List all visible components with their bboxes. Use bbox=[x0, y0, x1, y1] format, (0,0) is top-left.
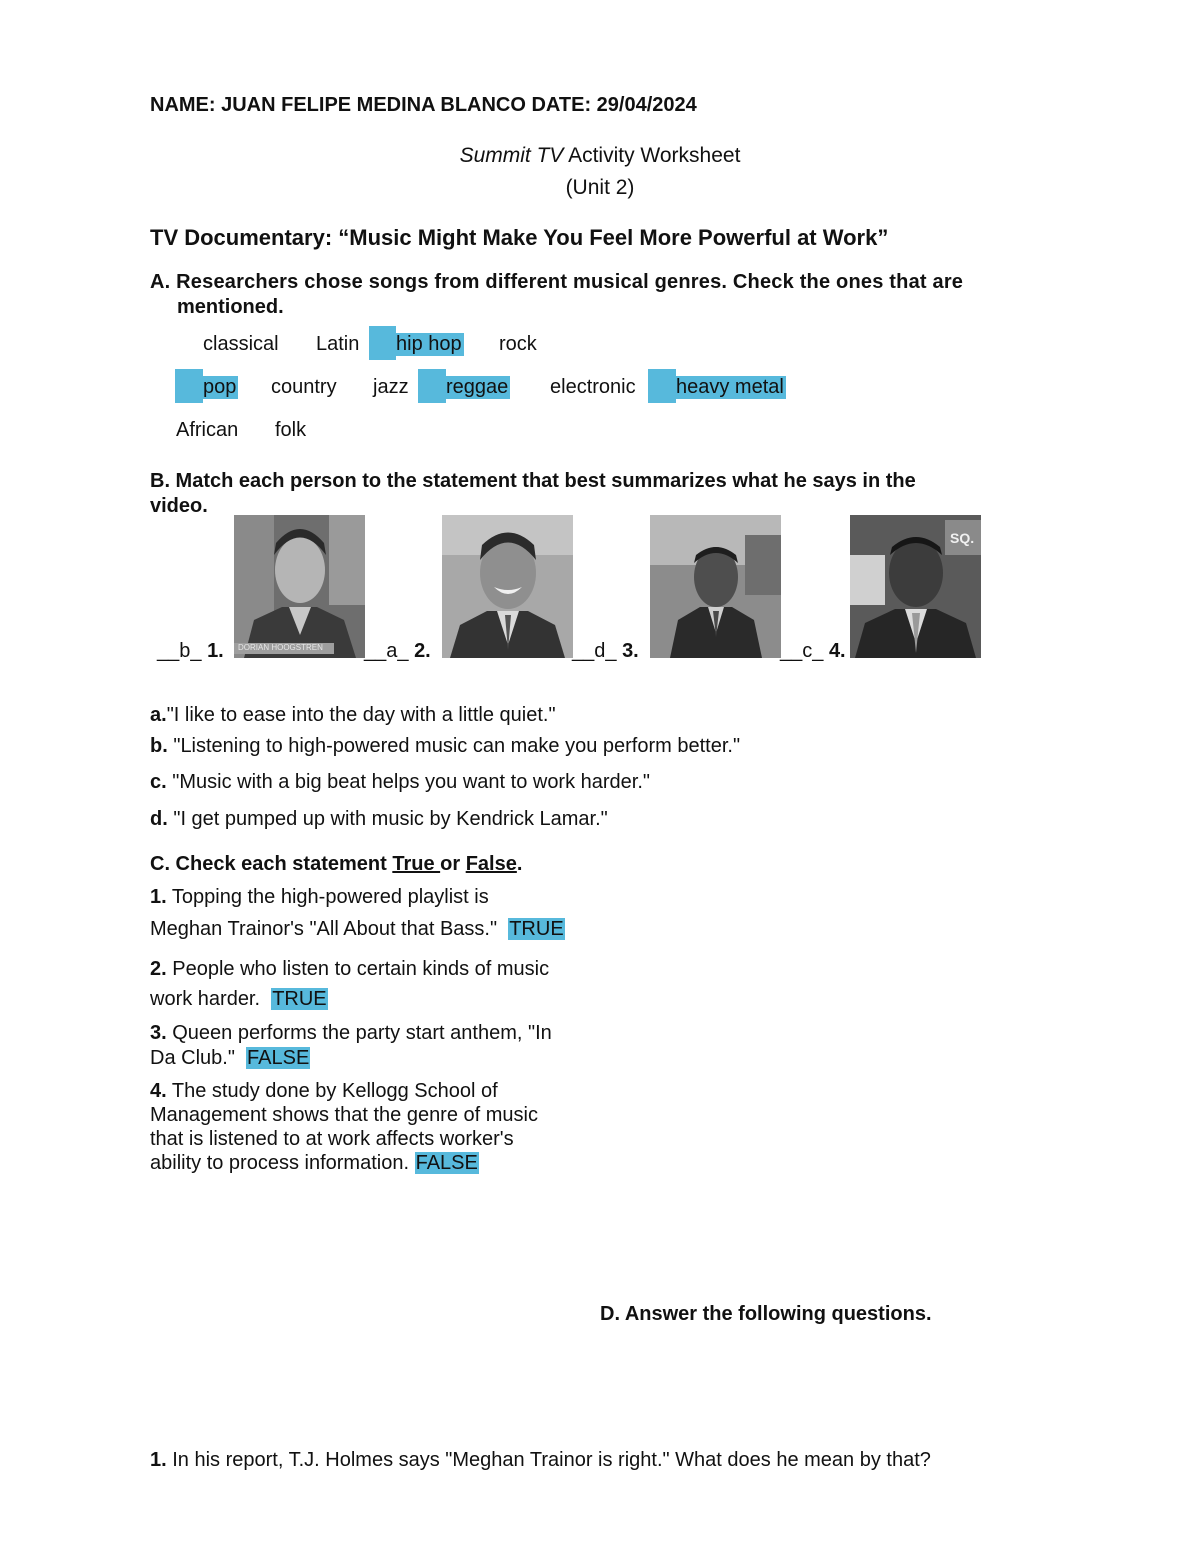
checkbox-heavy-metal[interactable] bbox=[648, 369, 676, 403]
c-item-2-text-2: work harder. bbox=[150, 988, 261, 1010]
worksheet-title bbox=[0, 144, 1200, 168]
statement-a bbox=[150, 704, 556, 727]
c-item-4-answer[interactable]: FALSE bbox=[415, 1152, 478, 1174]
c-item-1-line-2 bbox=[150, 918, 565, 941]
statement-b-letter: b. bbox=[150, 735, 168, 757]
answer-3: __d_ bbox=[572, 640, 617, 662]
c-item-4-line-1 bbox=[150, 1080, 498, 1103]
c-item-3-text-2: Da Club." bbox=[150, 1047, 235, 1069]
genre-african[interactable]: African bbox=[176, 419, 239, 441]
title-rest: Activity Worksheet bbox=[563, 144, 741, 167]
genre-latin[interactable]: Latin bbox=[316, 333, 360, 355]
section-c-or: or bbox=[440, 853, 466, 875]
genre-jazz[interactable]: jazz bbox=[373, 376, 409, 398]
person-4-number: 4. bbox=[828, 640, 846, 662]
person-3-photo bbox=[650, 515, 781, 658]
title-italic: Summit TV bbox=[459, 144, 564, 167]
genre-rock[interactable]: rock bbox=[499, 333, 537, 355]
c-item-3-line-1 bbox=[150, 1022, 552, 1045]
statement-b-text: "Listening to high-powered music can make you perform better." bbox=[167, 735, 741, 757]
genre-pop[interactable]: pop bbox=[203, 376, 237, 398]
c-item-3-line-2 bbox=[150, 1047, 310, 1070]
statement-d-text: "I get pumped up with music by Kendrick Lamar." bbox=[167, 808, 608, 830]
genre-hip-hop[interactable]: hip hop bbox=[396, 333, 462, 355]
answer-2: __a_ bbox=[364, 640, 409, 662]
c-item-1-text-1: Topping the high-powered playlist is bbox=[166, 886, 489, 908]
statement-a-text: "I like to ease into the day with a little quiet." bbox=[166, 704, 556, 726]
c-item-2-text-1: People who listen to certain kinds of music bbox=[166, 958, 550, 980]
c-item-3-number: 3. bbox=[150, 1022, 167, 1044]
checkbox-reggae[interactable] bbox=[418, 369, 446, 403]
person-1-caption: DORIAN HOOGSTREN bbox=[238, 643, 323, 652]
section-b-heading-2: video. bbox=[150, 495, 208, 517]
c-item-1-number: 1. bbox=[150, 886, 167, 908]
d-question-1-number: 1. bbox=[150, 1449, 167, 1471]
c-item-1-text-2: Meghan Trainor's "All About that Bass." bbox=[150, 918, 498, 940]
statement-b bbox=[150, 735, 740, 758]
d-question-1-text: In his report, T.J. Holmes says "Meghan Trainor is right." What does he mean by that? bbox=[166, 1449, 931, 1471]
section-c-true: True bbox=[392, 853, 441, 875]
person-1-number: 1. bbox=[207, 640, 224, 662]
person-2-number: 2. bbox=[414, 640, 431, 662]
documentary-title: TV Documentary: “Music Might Make You Feel More Powerful at Work” bbox=[150, 225, 889, 250]
c-item-2-line-1 bbox=[150, 958, 549, 981]
statement-c bbox=[150, 771, 650, 794]
statement-d bbox=[150, 808, 608, 831]
person-2-photo bbox=[442, 515, 573, 658]
genre-folk[interactable]: folk bbox=[275, 419, 307, 441]
c-item-2-answer[interactable]: TRUE bbox=[272, 988, 327, 1010]
person-3-number: 3. bbox=[622, 640, 639, 662]
answer-1: __b_ bbox=[157, 640, 202, 662]
section-c-heading bbox=[150, 853, 522, 876]
statement-c-letter: c. bbox=[150, 771, 167, 793]
unit-label: (Unit 2) bbox=[565, 176, 635, 199]
svg-text:SQ.: SQ. bbox=[950, 530, 975, 546]
section-d-heading: D. Answer the following questions. bbox=[600, 1303, 932, 1325]
c-item-2-line-2 bbox=[150, 988, 328, 1011]
section-c-false: False bbox=[465, 853, 517, 875]
person-1-photo bbox=[234, 515, 365, 658]
section-a-heading-2: mentioned. bbox=[177, 296, 284, 318]
checkbox-hip-hop[interactable] bbox=[369, 326, 396, 360]
c-item-4-text-4: ability to process information. bbox=[150, 1152, 410, 1174]
d-question-1 bbox=[150, 1449, 931, 1472]
person-3-answer[interactable] bbox=[572, 640, 639, 663]
genre-heavy-metal[interactable]: heavy metal bbox=[676, 376, 784, 398]
statement-a-letter: a. bbox=[150, 704, 167, 726]
c-item-4-line-2: Management shows that the genre of music bbox=[150, 1104, 538, 1126]
c-item-4-text-1: The study done by Kellogg School of bbox=[166, 1080, 498, 1102]
c-item-1-line-1 bbox=[150, 886, 489, 909]
genre-electronic[interactable]: electronic bbox=[550, 376, 636, 398]
genre-reggae[interactable]: reggae bbox=[446, 376, 509, 398]
c-item-2-number: 2. bbox=[150, 958, 167, 980]
section-c-period: . bbox=[516, 853, 523, 875]
statement-d-letter: d. bbox=[150, 808, 168, 830]
c-item-3-text-1: Queen performs the party start anthem, "In bbox=[166, 1022, 552, 1044]
c-item-1-answer[interactable]: TRUE bbox=[509, 918, 564, 940]
person-4-photo bbox=[850, 515, 981, 658]
section-c-prefix: C. Check each statement bbox=[150, 853, 393, 875]
c-item-3-answer[interactable]: FALSE bbox=[247, 1047, 310, 1069]
genre-classical[interactable]: classical bbox=[203, 333, 279, 355]
genre-country[interactable]: country bbox=[271, 376, 337, 398]
section-a-heading-1: A. Researchers chose songs from different musical genres. Check the ones that are bbox=[150, 271, 964, 293]
c-item-4-number: 4. bbox=[150, 1080, 167, 1102]
statement-c-text: "Music with a big beat helps you want to work harder." bbox=[166, 771, 651, 793]
person-4-answer[interactable] bbox=[780, 640, 846, 663]
section-b-heading-1: B. Match each person to the statement that best summarizes what he says in the bbox=[150, 470, 916, 492]
person-1-answer[interactable] bbox=[157, 640, 224, 663]
c-item-4-line-4 bbox=[150, 1152, 479, 1175]
checkbox-pop[interactable] bbox=[175, 369, 203, 403]
name-date-line: NAME: JUAN FELIPE MEDINA BLANCO DATE: 29/04/2024 bbox=[150, 94, 697, 116]
person-2-answer[interactable] bbox=[364, 640, 431, 663]
c-item-4-line-3: that is listened to at work affects worker's bbox=[150, 1128, 514, 1150]
answer-4: __c_ bbox=[780, 640, 824, 662]
